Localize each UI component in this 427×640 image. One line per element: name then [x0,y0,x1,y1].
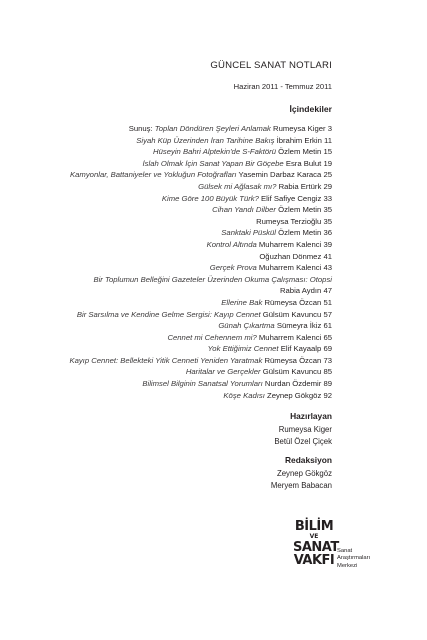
logo-text: BİLİM [294,519,334,534]
logo-subtitle-line: Merkezi [337,562,358,569]
editing-name: Zeynep Gökgöz [276,469,332,478]
prepared-name: Betül Özel Çiçek [274,437,332,446]
toc-entry-title: Sanktaki Püskül [221,228,276,238]
toc-entry-page: 47 [323,286,332,296]
toc-entry-title: Kayıp Cennet: Bellekteki Yitik Cenneti Yeniden Yaratmak [69,355,263,365]
toc-entry [2,146,332,158]
toc-entry-author: Rumeysa Terzioğlu [256,216,322,226]
toc-entry-title: Ellerine Bak [221,297,263,307]
toc-entry-page: 57 [323,309,332,319]
toc-entry-title: Kontrol Altında [206,239,257,249]
toc-entry [2,123,332,135]
table-of-contents [2,123,332,401]
toc-entry-author: Elif Safiye Cengiz [261,193,322,203]
toc-entry-title: Köşe Kadısı [223,390,265,400]
logo-text: VAKFI [293,553,335,568]
toc-entry-page: 15 [323,147,332,157]
toc-entry-page: 61 [323,321,332,331]
toc-entry-author: Muharrem Kalenci [258,332,322,342]
toc-entry-page: 39 [323,239,332,249]
toc-entry-author: Özlem Metin [278,228,322,238]
toc-entry [2,239,332,251]
toc-entry-page: 35 [323,205,332,215]
toc-entry-author: Özlem Metin [278,205,322,215]
toc-entry [2,309,332,321]
toc-entry-page: 25 [323,170,332,180]
toc-entry-author: Özlem Metin [278,147,322,157]
toc-entry [2,158,332,170]
toc-entry [2,274,332,286]
toc-entry-page: 51 [323,297,332,307]
toc-entry-author: Muharrem Kalenci [258,239,322,249]
toc-entry [2,181,332,193]
logo-text: SANAT [293,540,339,555]
toc-title: İçindekiler [289,104,332,114]
logo-text: VE [309,533,319,540]
toc-entry-title: Cennet mi Cehennem mi? [167,332,257,342]
toc-entry [2,227,332,239]
toc-entry-author: Muharrem Kalenci [258,263,322,273]
toc-entry-author: Gülsüm Kavuncu [262,309,322,319]
toc-entry-author: Nurdan Özdemir [264,379,322,389]
toc-entry-author: Esra Bulut [285,158,322,168]
toc-entry-author: Rabia Ertürk [278,181,322,191]
toc-prefix: Sunuş: [128,124,155,133]
toc-entry-title: İslah Olmak İçin Sanat Yapan Bir Göçebe [142,158,284,168]
prepared-heading: Hazırlayan [290,411,332,421]
toc-entry [2,320,332,332]
toc-entry [2,169,332,181]
toc-entry [2,204,332,216]
toc-entry-title: Bir Toplumun Belleğini Gazeteler Üzerinden Okuma Çalışması: Otopsi [93,274,332,284]
toc-entry-author: İbrahim Erkin [276,135,322,145]
toc-entry-author: Oğuzhan Dönmez [259,251,322,261]
toc-entry [2,343,332,355]
toc-entry-title: Haritalar ve Gerçekler [185,367,261,377]
toc-entry [2,135,332,147]
toc-entry-page: 41 [323,251,332,261]
editing-heading: Redaksiyon [284,455,332,465]
toc-entry [2,378,332,390]
toc-entry-page: 85 [323,367,332,377]
series-title: GÜNCEL SANAT NOTLARI [210,60,332,71]
toc-entry [2,216,332,228]
foundation-logo [293,520,413,580]
toc-entry-title: Kamyonlar, Battaniyeler ve Yokluğun Fotoğrafları [70,170,237,180]
toc-entry-author: Yasemin Darbaz Karaca [238,170,322,180]
toc-entry-page: 73 [323,355,332,365]
toc-entry-page: 43 [323,263,332,273]
toc-entry-title: Bir Sarsılma ve Kendine Gelme Sergisi: Kayıp Cennet [76,309,261,319]
toc-entry-author: Elif Kayaalp [280,344,322,354]
toc-entry-title: Bilimsel Bilginin Sanatsal Yorumları [142,379,263,389]
toc-entry [2,297,332,309]
toc-entry-author: Rümeysa Özcan [264,297,322,307]
toc-entry [2,332,332,344]
toc-entry-page: 11 [324,135,332,145]
toc-entry-page: 69 [323,344,332,354]
toc-entry-page: 92 [323,390,332,400]
logo-mark [293,519,339,568]
toc-entry-title: Kime Göre 100 Büyük Türk? [161,193,259,203]
toc-entry-title: Hüseyin Bahri Alptekin'de S-Faktörü [153,147,276,157]
toc-entry-author: Rabia Aydın [279,286,322,296]
toc-entry-author: Gülsüm Kavuncu [262,367,322,377]
toc-entry-title: Yok Ettiğimiz Cennet [207,344,279,354]
toc-entry [2,251,332,263]
toc-entry-page: 3 [327,124,332,133]
toc-entry [2,355,332,367]
toc-entry-page: 89 [323,379,332,389]
toc-entry [2,366,332,378]
logo-subtitle [337,548,370,570]
toc-entry [2,390,332,402]
toc-entry-title: Gülsek mi Ağlasak mı? [198,181,277,191]
prepared-name: Rumeysa Kiger [278,425,332,434]
logo-subtitle-line: Araştırmaları [337,555,371,562]
toc-entry-title: Toplan Döndüren Şeyleri Anlamak [154,124,271,133]
toc-entry-author: Zeynep Gökgöz [267,390,322,400]
toc-entry-title: Siyah Küp Üzerinden İran Tarihine Bakış [136,135,275,145]
toc-entry [2,285,332,297]
toc-entry-page: 33 [323,193,332,203]
toc-entry [2,262,332,274]
toc-entry-page: 35 [323,216,332,226]
date-range: Haziran 2011 - Temmuz 2011 [233,82,332,91]
toc-entry-title: Cihan Yandı Dilber [212,205,276,215]
toc-entry-page: 29 [323,181,332,191]
toc-entry-page: 65 [323,332,332,342]
toc-entry-page: 36 [323,228,332,238]
toc-entry-title: Gerçek Prova [209,263,257,273]
toc-entry-author: Rumeysa Kiger [273,124,326,133]
logo-subtitle-line: Sanat [337,548,353,554]
toc-entry-author: Rümeysa Özcan [264,355,322,365]
toc-entry-title: Günah Çıkartma [218,321,275,331]
toc-entry-page: 19 [323,158,332,168]
toc-entry [2,193,332,205]
editing-name: Meryem Babacan [270,481,332,490]
toc-entry-author: Sümeyra İkiz [276,321,322,331]
